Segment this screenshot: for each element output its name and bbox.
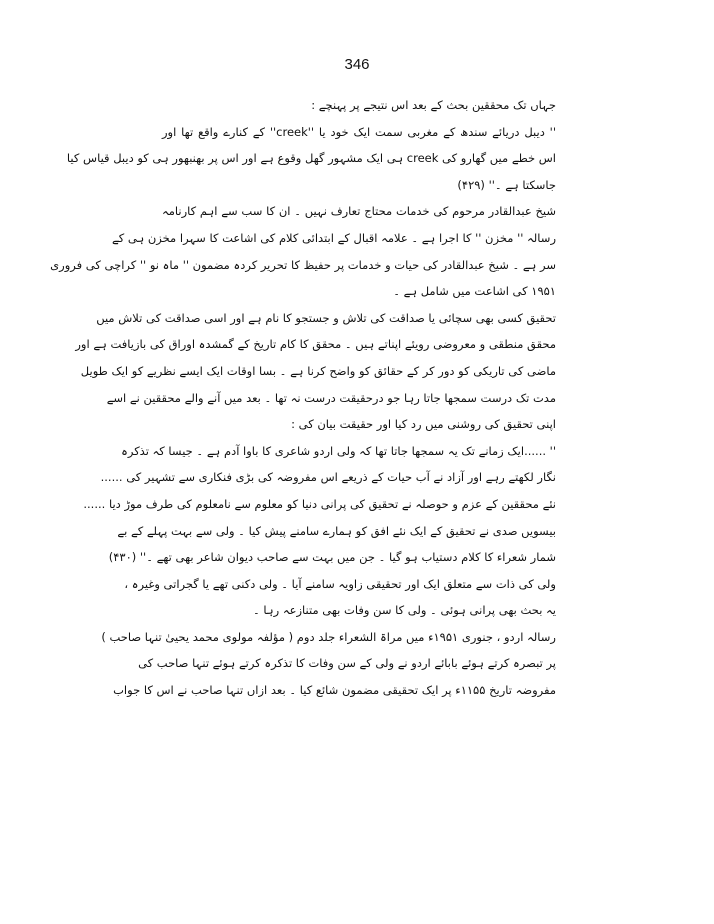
paragraph-line: شیخ عبدالقادر مرحوم کی خدمات محتاج تعارف نہیں ۔ ان کا سب سے اہم کارنامہ [162, 204, 556, 219]
paragraph-line: پر تبصرہ کرتے ہوئے بابائے اردو نے ولی کے سن وفات کا تذکرہ کرتے ہوئے تنہا صاحب کی [138, 656, 556, 671]
paragraph-line: ماضی کی تاریکی کو دور کر کے حقائق کو واضح کرنا ہے ۔ بسا اوقات ایک ایسے نظریے کو ایک طویل [80, 363, 556, 378]
paragraph-line: محقق منطقی و معروضی رویئے اپناتے ہیں ۔ محقق کا کام تاریخ کے گمشدہ اوراق کی بازیافت ہے اور [75, 337, 556, 352]
page-number: 346 [344, 56, 370, 73]
paragraph-line: ولی کی ذات سے متعلق ایک اور تحقیقی زاویہ سامنے آیا ۔ ولی دکنی تھے یا گجراتی وغیرہ ، [124, 576, 556, 591]
quote-line: نگار لکھتے رہے اور آزاد نے آب حیات کے ذریعے اس مفروضہ کی بڑی فنکاری سے تشہیر کی ...... [100, 470, 556, 485]
paragraph-line: رسالہ '' مخزن '' کا اجرا ہے ۔ علامہ اقبال کے ابتدائی کلام کی اشاعت کا سہرا مخزن ہی کے [112, 230, 556, 245]
quote-line: نئے محققین کے عزم و حوصلہ نے تحقیق کی پرانی دنیا کو معلوم سے نامعلوم کی طرف موڑ دیا ...... [83, 496, 556, 511]
paragraph-line: ۱۹۵۱ کی اشاعت میں شامل ہے ۔ [393, 284, 556, 299]
quote-line: شمار شعراء کا کلام دستیاب ہو گیا ۔ جن میں بہت سے صاحب دیوان شاعر بھی تھے ۔'' (۴۳۰) [108, 550, 556, 565]
paragraph-line: مدت تک درست سمجھا جاتا رہا جو درحقیقت درست نہ تھا ۔ بعد میں آنے والے محققین نے اسے [106, 390, 556, 405]
paragraph-line: رسالہ اردو ، جنوری ۱۹۵۱ء میں مراۃ الشعراء جلد دوم ( مؤلفہ مولوی محمد یحییٰ تنہا صاحب ) [101, 629, 556, 644]
quote-line: اس خطے میں گھارو کی creek ہی ایک مشہور گھل وقوع ہے اور اس پر بھنبھور ہی کو دیبل قیاس کیا [66, 151, 556, 166]
paragraph-line: سر ہے ۔ شیخ عبدالقادر کی حیات و خدمات پر حفیظ کا تحریر کردہ مضمون '' ماہ نو '' کراچی کی فروری [50, 257, 556, 272]
paragraph-line: اپنی تحقیق کی روشنی میں رد کیا اور حقیقت بیان کی : [291, 417, 556, 432]
paragraph-line: یہ بحث بھی پرانی ہوئی ۔ ولی کا سن وفات بھی متنازعہ رہا ۔ [253, 603, 556, 618]
quote-line: بیسویں صدی نے تحقیق کے ایک نئے افق کو ہمارے سامنے پیش کیا ۔ ولی سے بہت پہلے کے بے [117, 523, 556, 538]
quote-line: '' دیبل دریائے سندھ کے مغربی سمت ایک خود یا ''creek'' کے کنارے واقع تھا اور [162, 124, 556, 139]
text-line: جہاں تک محققین بحث کے بعد اس نتیجے پر پہنچے : [311, 98, 556, 112]
urdu-text-body [50, 92, 556, 704]
quote-line: جاسکتا ہے ۔'' (۴۲۹) [457, 177, 556, 192]
paragraph-line: مفروضہ تاریخ ۱۱۵۵ء پر ایک تحقیقی مضمون شائع کیا ۔ بعد ازاں تنہا صاحب نے اس کا جواب [113, 683, 556, 698]
quote-line: '' ......ایک زمانے تک یہ سمجھا جاتا تھا کہ ولی اردو شاعری کا باوا آدم ہے ۔ جیسا کہ تذکرہ [121, 443, 556, 458]
paragraph-line: تحقیق کسی بھی سچائی یا صداقت کی تلاش و جستجو کا نام ہے اور اسی صداقت کی تلاش میں [96, 310, 556, 325]
